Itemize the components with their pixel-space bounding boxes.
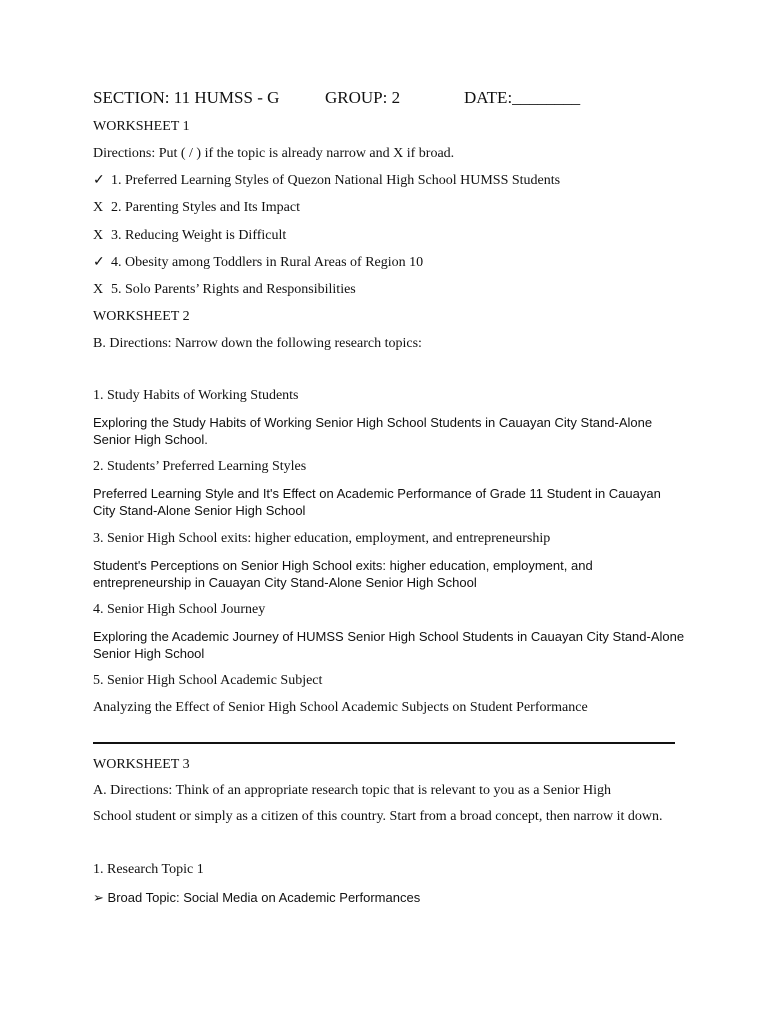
section-label: SECTION: 11 HUMSS - G bbox=[93, 88, 280, 107]
section-divider bbox=[93, 742, 675, 744]
worksheet2-answer: Exploring the Study Habits of Working Senior High School Students in Cauayan City Stand-Alone bbox=[93, 415, 653, 430]
broad-topic-line bbox=[93, 889, 420, 906]
date-field: DATE:________ bbox=[464, 88, 581, 107]
item-text: 2. Parenting Styles and Its Impact bbox=[111, 200, 300, 215]
worksheet1-directions: Directions: Put ( / ) if the topic is already narrow and X if broad. bbox=[93, 146, 455, 161]
x-mark-icon: X bbox=[93, 228, 104, 243]
worksheet2-answer: Student's Perceptions on Senior High School exits: higher education, employment, and bbox=[93, 558, 593, 573]
worksheet2-title: WORKSHEET 2 bbox=[93, 309, 190, 324]
broad-topic-value: Social Media on Academic Performances bbox=[183, 890, 421, 905]
worksheet1-item bbox=[93, 281, 356, 298]
item-text: 1. Preferred Learning Styles of Quezon National High School HUMSS Students bbox=[111, 173, 561, 188]
check-mark-icon: ✓ bbox=[93, 173, 105, 188]
worksheet3-title: WORKSHEET 3 bbox=[93, 757, 190, 772]
worksheet2-answer: Senior High School. bbox=[93, 432, 208, 447]
item-text: 5. Solo Parents’ Rights and Responsibilities bbox=[111, 282, 356, 297]
worksheet2-answer: Analyzing the Effect of Senior High School Academic Subjects on Student Performance bbox=[93, 700, 588, 715]
worksheet1-title: WORKSHEET 1 bbox=[93, 119, 190, 134]
worksheet2-topic: 3. Senior High School exits: higher education, employment, and entrepreneurship bbox=[93, 531, 551, 546]
worksheet3-directions: School student or simply as a citizen of this country. Start from a broad concept, then narrow it down. bbox=[93, 809, 663, 824]
check-mark-icon: ✓ bbox=[93, 255, 105, 270]
worksheet2-answer: City Stand-Alone Senior High School bbox=[93, 503, 306, 518]
worksheet3-directions: A. Directions: Think of an appropriate research topic that is relevant to you as a Senior High bbox=[93, 783, 611, 798]
item-text: 4. Obesity among Toddlers in Rural Areas of Region 10 bbox=[111, 255, 424, 270]
worksheet2-answer: Senior High School bbox=[93, 646, 205, 661]
broad-topic-label: Broad Topic: bbox=[107, 890, 180, 905]
worksheet2-answer: entrepreneurship in Cauayan City Stand-Alone Senior High School bbox=[93, 575, 477, 590]
worksheet2-topic: 1. Study Habits of Working Students bbox=[93, 388, 299, 403]
worksheet1-item bbox=[93, 254, 423, 271]
worksheet2-topic: 4. Senior High School Journey bbox=[93, 602, 266, 617]
x-mark-icon: X bbox=[93, 282, 104, 297]
x-mark-icon: X bbox=[93, 200, 104, 215]
worksheet2-answer: Exploring the Academic Journey of HUMSS Senior High School Students in Cauayan City Stand-Alone bbox=[93, 629, 685, 644]
research-topic-label: 1. Research Topic 1 bbox=[93, 862, 204, 877]
worksheet2-directions: B. Directions: Narrow down the following research topics: bbox=[93, 336, 422, 351]
worksheet2-topic: 2. Students’ Preferred Learning Styles bbox=[93, 459, 307, 474]
worksheet1-item bbox=[93, 172, 560, 189]
worksheet2-answer: Preferred Learning Style and It's Effect on Academic Performance of Grade 11 Student in Cauayan bbox=[93, 486, 661, 501]
arrow-bullet-icon: ➢ bbox=[93, 890, 104, 905]
group-label: GROUP: 2 bbox=[325, 88, 401, 107]
worksheet1-item bbox=[93, 227, 286, 244]
worksheet2-topic: 5. Senior High School Academic Subject bbox=[93, 673, 323, 688]
item-text: 3. Reducing Weight is Difficult bbox=[111, 228, 287, 243]
worksheet1-item bbox=[93, 199, 300, 216]
